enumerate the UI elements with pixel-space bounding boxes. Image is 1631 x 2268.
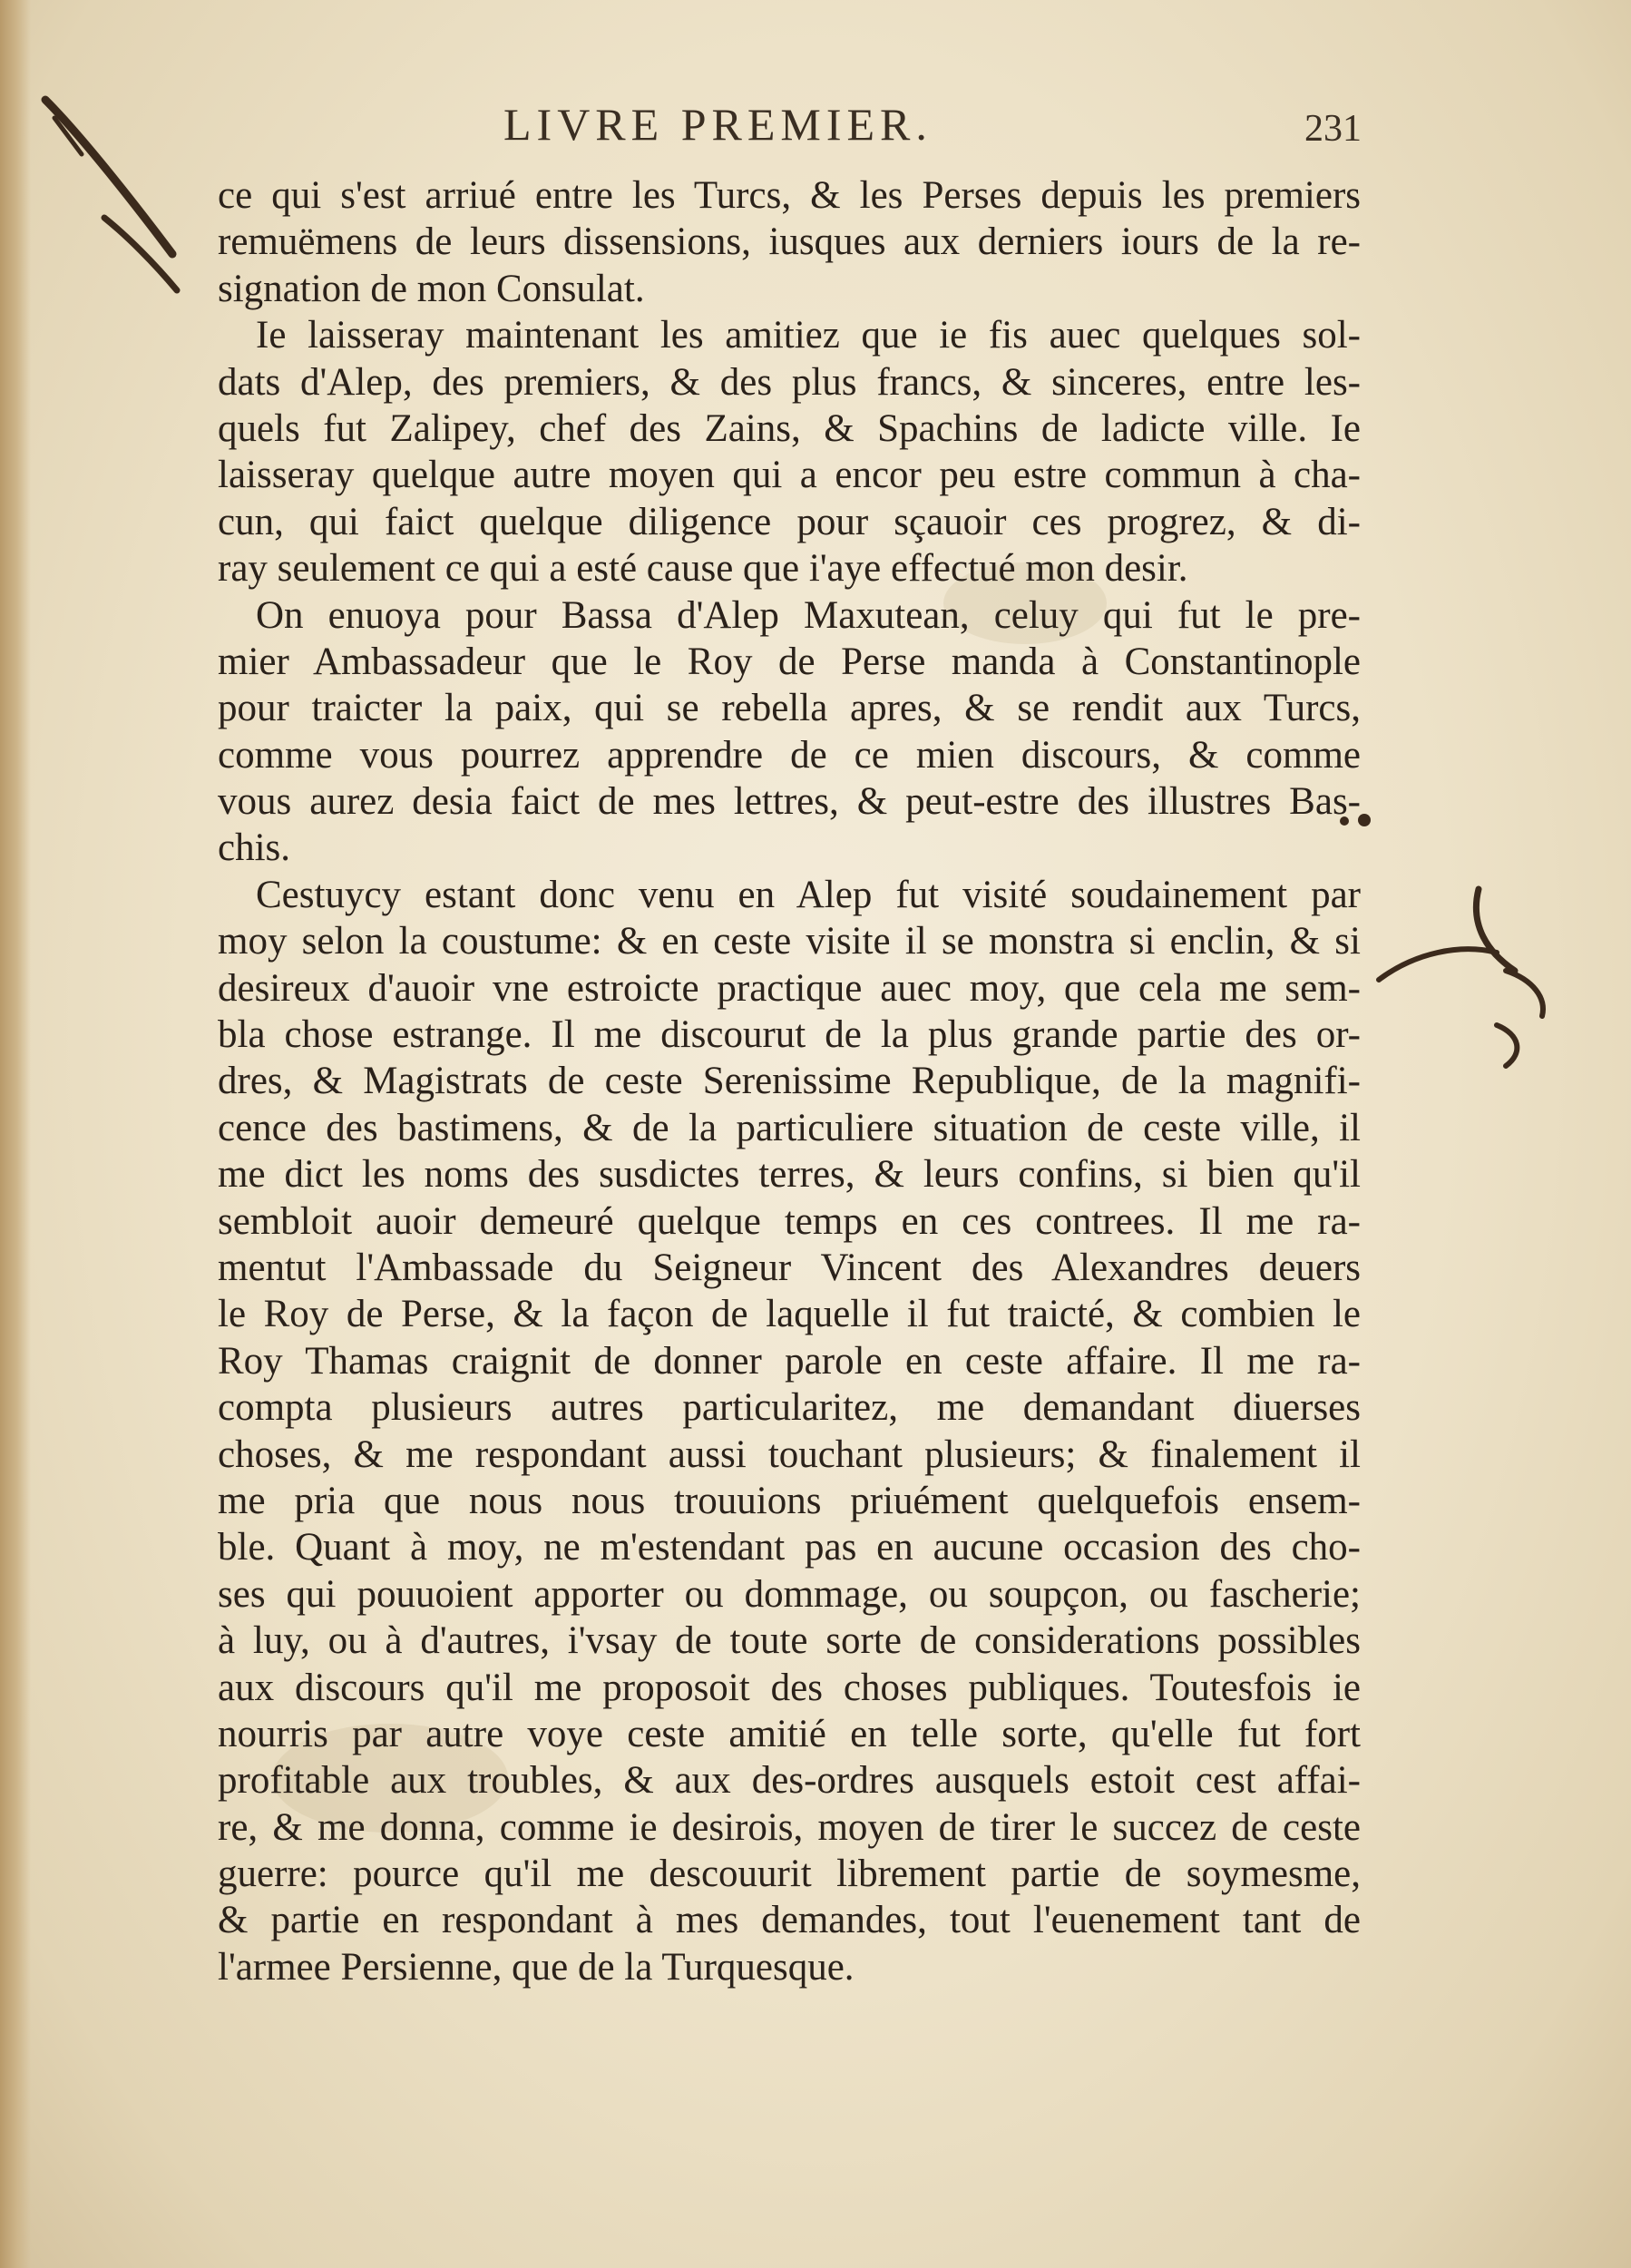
text-line: vous aurez desia faict de mes lettres, & peut-estre des illustres Bas-	[218, 780, 1361, 824]
text-line: quels fut Zalipey, chef des Zains, & Spachins de ladicte ville. Ie	[218, 406, 1361, 450]
margin-annotation-left	[18, 82, 200, 299]
text-line: cun, qui faict quelque diligence pour sçauoir ces progrez, & di-	[218, 500, 1361, 543]
text-line: mentut l'Ambassade du Seigneur Vincent des Alexandres deuers	[218, 1246, 1361, 1289]
text-line: à luy, ou à d'autres, i'vsay de toute sorte de considerations possibles	[218, 1619, 1361, 1663]
text-line: chis.	[218, 826, 291, 870]
text-line: signation de mon Consulat.	[218, 267, 645, 310]
text-line: cence des bastimens, & de la particuliere situation de ceste ville, il	[218, 1106, 1361, 1149]
text-line: ray seulement ce qui a esté cause que i'aye effectué mon desir.	[218, 547, 1188, 591]
text-line: profitable aux troubles, & aux des-ordres ausquels estoit cest affai-	[218, 1759, 1361, 1803]
text-line: ses qui pouuoient apporter ou dommage, ou soupçon, ou fascherie;	[218, 1572, 1361, 1616]
text-line: Ie laisseray maintenant les amitiez que ie fis auec quelques sol-	[256, 314, 1361, 357]
text-line: pour traicter la paix, qui se rebella apres, & se rendit aux Turcs,	[218, 687, 1361, 730]
binding-edge	[0, 0, 31, 2268]
text-line: ce qui s'est arriué entre les Turcs, & les Perses depuis les premiers	[218, 174, 1361, 217]
text-line: nourris par autre voye ceste amitié en telle sorte, qu'elle fut fort	[218, 1712, 1361, 1755]
text-line: laisseray quelque autre moyen qui a encor peu estre commun à cha-	[218, 454, 1361, 497]
text-line: ble. Quant à moy, ne m'estendant pas en aucune occasion des cho-	[218, 1526, 1361, 1569]
text-line: comme vous pourrez apprendre de ce mien discours, & comme	[218, 733, 1361, 777]
text-line: me dict les noms des susdictes terres, & leurs confins, si bien qu'il	[218, 1153, 1361, 1197]
text-line: guerre: pource qu'il me descouurit librement partie de soymesme,	[218, 1853, 1361, 1896]
text-line: dats d'Alep, des premiers, & des plus francs, & sinceres, entre les-	[218, 360, 1361, 404]
body-text	[218, 172, 1361, 1990]
page-number: 231	[1304, 108, 1362, 150]
text-line: l'armee Persienne, que de la Turquesque.	[218, 1945, 855, 1989]
text-line: re, & me donna, comme ie desirois, moyen de tirer le succez de ceste	[218, 1805, 1361, 1849]
text-line: bla chose estrange. Il me discourut de la plus grande partie des or-	[218, 1013, 1361, 1057]
text-line: Cestuycy estant donc venu en Alep fut visité soudainement par	[256, 873, 1361, 916]
margin-annotation-right	[1361, 871, 1560, 1080]
text-line: dres, & Magistrats de ceste Serenissime Republique, de la magnifi-	[218, 1060, 1361, 1103]
text-line: remuëmens de leurs dissensions, iusques aux derniers iours de la re-	[218, 220, 1361, 264]
text-line: le Roy de Perse, & la façon de laquelle il fut traicté, & combien le	[218, 1293, 1361, 1336]
text-line: me pria que nous nous trouuions priuément quelquefois ensem-	[218, 1479, 1361, 1522]
text-line: & partie en respondant à mes demandes, tout l'euenement tant de	[218, 1899, 1361, 1942]
text-line: On enuoya pour Bassa d'Alep Maxutean, celuy qui fut le pre-	[256, 593, 1361, 637]
text-line: moy selon la coustume: & en ceste visite il se monstra si enclin, & si	[218, 920, 1361, 963]
running-title: LIVRE PREMIER.	[503, 99, 933, 150]
text-line: choses, & me respondant aussi touchant plusieurs; & finalement il	[218, 1432, 1361, 1476]
text-line: Roy Thamas craignit de donner parole en ceste affaire. Il me ra-	[218, 1339, 1361, 1383]
text-line: mier Ambassadeur que le Roy de Perse manda à Constantinople	[218, 640, 1361, 683]
text-line: aux discours qu'il me proposoit des choses publiques. Toutesfois ie	[218, 1666, 1361, 1709]
text-line: compta plusieurs autres particularitez, me demandant diuerses	[218, 1386, 1361, 1430]
text-line: sembloit auoir demeuré quelque temps en ces contrees. Il me ra-	[218, 1199, 1361, 1243]
text-line: desireux d'auoir vne estroicte practique auec moy, que cela me sem-	[218, 966, 1361, 1010]
